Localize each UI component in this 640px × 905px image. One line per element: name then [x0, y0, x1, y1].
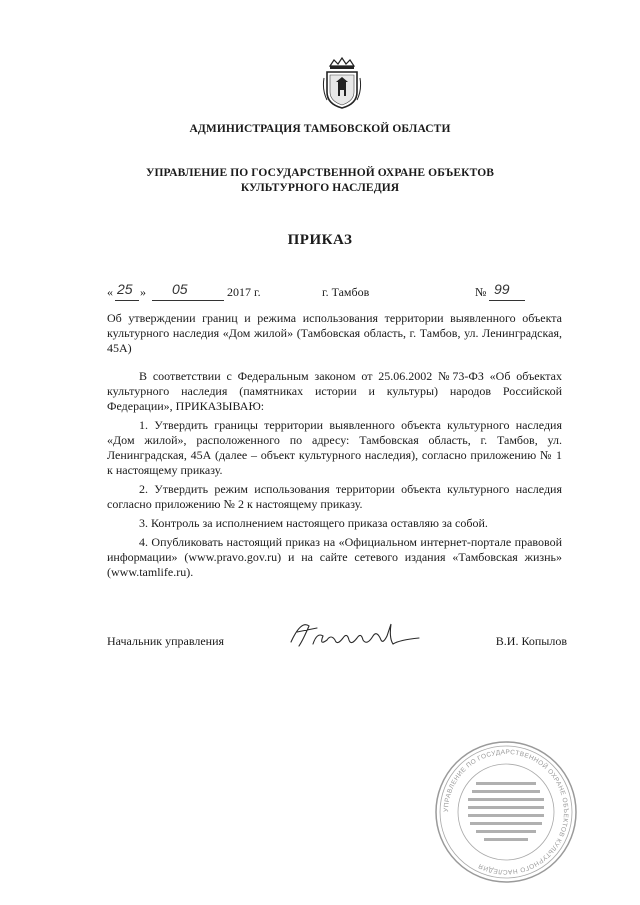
coat-of-arms-icon	[322, 56, 362, 110]
svg-text:УПРАВЛЕНИЕ ПО ГОСУДАРСТВЕННОЙ	[443, 749, 569, 875]
month-underline	[152, 300, 224, 301]
date-day: 25	[117, 281, 133, 297]
preamble: В соответствии с Федеральным законом от 25.06.2002 №73-ФЗ «Об объектах культурного наследия (памятниках истории и культуры) народов Российской Федерации», ПРИКАЗЫВАЮ:	[107, 369, 562, 413]
order-subject: Об утверждении границ и режима использования территории выявленного объекта культурного наследия «Дом жилой» (Тамбовская область, г. Тамбов, ул. Ленинградская, 45А)	[107, 311, 562, 355]
document-number: 99	[494, 281, 510, 297]
signer-name: В.И. Копылов	[495, 634, 567, 648]
date-month: 05	[172, 281, 188, 297]
department-line-1: УПРАВЛЕНИЕ ПО ГОСУДАРСТВЕННОЙ ОХРАНЕ ОБЪЕКТОВ	[145, 167, 495, 179]
signer-position: Начальник управления	[107, 634, 225, 648]
order-item-4: 4. Опубликовать настоящий приказ на «Официальном интернет-портале правовой информации» (www.pravo.gov.ru) и на сайте сетевого издания «Тамбовская жизнь» (www.tamlife.ru).	[107, 535, 562, 579]
number-label: №	[475, 285, 487, 299]
order-item-3: 3. Контроль за исполнением настоящего приказа оставляю за собой.	[139, 516, 488, 530]
seal-ring-text: УПРАВЛЕНИЕ ПО ГОСУДАРСТВЕННОЙ ОХРАНЕ ОБЪЕКТОВ КУЛЬТУРНОГО НАСЛЕДИЯ	[442, 748, 570, 876]
date-line	[107, 281, 527, 303]
official-seal-icon	[432, 738, 580, 886]
date-close-quote: »	[140, 285, 146, 299]
day-underline	[115, 300, 139, 301]
department-line-2: КУЛЬТУРНОГО НАСЛЕДИЯ	[240, 182, 400, 194]
organization-name: АДМИНИСТРАЦИЯ ТАМБОВСКОЙ ОБЛАСТИ	[189, 123, 451, 135]
date-open-quote: «	[107, 285, 113, 299]
order-item-2: 2. Утвердить режим использования территории объекта культурного наследия согласно приложению № 2 к настоящему приказу.	[107, 482, 562, 511]
number-underline	[489, 300, 525, 301]
date-year: 2017 г.	[227, 285, 261, 299]
signature-block	[107, 628, 567, 658]
city: г. Тамбов	[322, 285, 370, 299]
order-item-1: 1. Утвердить границы территории выявленного объекта культурного наследия «Дом жилой», расположенного по адресу: Тамбовская область, г. Тамбов, ул. Ленинградская, 45А (далее – объект культурного наследия), согласно приложению № 1 к настоящему приказу.	[107, 418, 562, 477]
handwritten-signature-icon	[287, 616, 427, 656]
department-name	[0, 166, 640, 196]
order-body	[107, 369, 562, 584]
document-title: ПРИКАЗ	[287, 232, 353, 248]
